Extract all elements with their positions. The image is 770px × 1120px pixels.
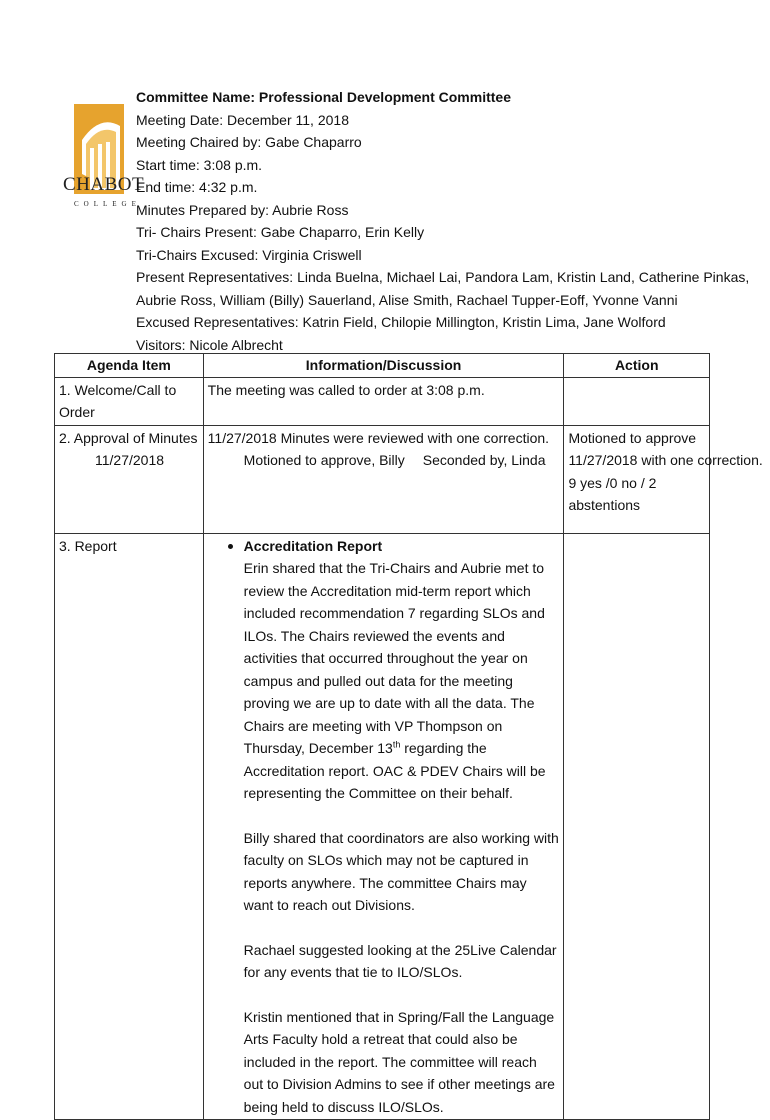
header-information: Information/Discussion bbox=[203, 354, 564, 378]
discussion-cell bbox=[203, 425, 564, 533]
discussion-paragraph: Kristin mentioned that in Spring/Fall the Language Arts Faculty hold a retreat that could also be included in the report. The committee will reach out to Division Admins to see if other meetings are being held to discuss ILO/SLOs. bbox=[243, 1008, 555, 1115]
meeting-header bbox=[136, 86, 756, 356]
start-time: Start time: 3:08 p.m. bbox=[136, 156, 263, 173]
action-line: 9 yes /0 no / 2 abstentions bbox=[568, 474, 657, 513]
agenda-item: 3. Report bbox=[55, 533, 204, 1120]
agenda-item-date: 11/27/2018 bbox=[95, 452, 165, 468]
present-representatives: Present Representatives: Linda Buelna, Michael Lai, Pandora Lam, Kristin Land, Catherine Pinkas, Aubrie Ross, William (Billy) Sauerland, Alise Smith, Rachael Tupper-Eoff, Yvonne Vanni bbox=[136, 269, 750, 308]
committee-name: Committee Name: Professional Development Committee bbox=[136, 89, 511, 105]
discussion-paragraph bbox=[208, 557, 560, 805]
paragraph-text: Erin shared that the Tri-Chairs and Aubrie met to review the Accreditation mid-term report which included recommendation 7 regarding SLOs and ILOs. The Chairs reviewed the events and activities that occurred throughout the year on campus and pulled out data for the meeting proving we are up to date with all the data. The Chairs are meeting with VP Thompson on Thursday, December 13 bbox=[243, 560, 545, 756]
second-text: Seconded by, Linda bbox=[422, 452, 546, 468]
agenda-item: 1. Welcome/Call to Order bbox=[55, 377, 204, 425]
end-time: End time: 4:32 p.m. bbox=[136, 179, 258, 195]
discussion-cell: The meeting was called to order at 3:08 p.m. bbox=[203, 377, 564, 425]
tri-chairs-excused: Tri-Chairs Excused: Virginia Criswell bbox=[136, 246, 362, 263]
minutes-preparer: Minutes Prepared by: Aubrie Ross bbox=[136, 201, 349, 218]
action-cell bbox=[564, 533, 710, 1120]
visitors: Visitors: Nicole Albrecht bbox=[136, 336, 283, 353]
action-line: 11/27/2018 with one correction. bbox=[568, 452, 763, 468]
discussion-paragraph: Rachael suggested looking at the 25Live Calendar for any events that tie to ILO/SLOs. bbox=[243, 941, 557, 980]
excused-representatives: Excused Representatives: Katrin Field, Chilopie Millington, Kristin Lima, Jane Wolford bbox=[136, 314, 666, 330]
paragraph-text: regarding the Accreditation report. OAC & PDEV Chairs will be representing the Committee on their behalf. bbox=[243, 740, 546, 801]
ordinal-suffix: th bbox=[392, 739, 401, 750]
header-action: Action bbox=[564, 354, 710, 378]
tri-chairs-present: Tri- Chairs Present: Gabe Chaparro, Erin Kelly bbox=[136, 224, 425, 240]
meeting-chair: Meeting Chaired by: Gabe Chaparro bbox=[136, 134, 362, 150]
meeting-date: Meeting Date: December 11, 2018 bbox=[136, 111, 349, 128]
header-agenda-item: Agenda Item bbox=[55, 354, 204, 378]
discussion-paragraph: Billy shared that coordinators are also working with faculty on SLOs which may not be captured in reports anywhere. The committee Chairs may want to reach out Divisions. bbox=[243, 829, 559, 913]
table-row bbox=[55, 425, 710, 533]
agenda-item-cell bbox=[55, 425, 204, 533]
logo-subtitle: COLLEGE bbox=[74, 200, 141, 208]
motion-text: Motioned to approve, Billy bbox=[243, 452, 405, 468]
table-header-row bbox=[55, 354, 710, 378]
motion-line bbox=[208, 449, 560, 472]
action-line: Motioned to approve bbox=[568, 429, 697, 446]
action-cell bbox=[564, 425, 763, 533]
table-row bbox=[55, 377, 710, 425]
table-row bbox=[55, 533, 710, 1120]
logo-wordmark: CHABOT bbox=[63, 174, 145, 195]
action-cell bbox=[564, 377, 710, 425]
discussion-cell bbox=[203, 533, 564, 1120]
discussion-text: 11/27/2018 Minutes were reviewed with one correction. bbox=[207, 429, 550, 446]
bullet-heading: Accreditation Report bbox=[208, 535, 560, 558]
agenda-item: 2. Approval of Minutes bbox=[59, 429, 198, 446]
chabot-college-logo bbox=[60, 80, 130, 220]
agenda-table bbox=[54, 353, 763, 1120]
